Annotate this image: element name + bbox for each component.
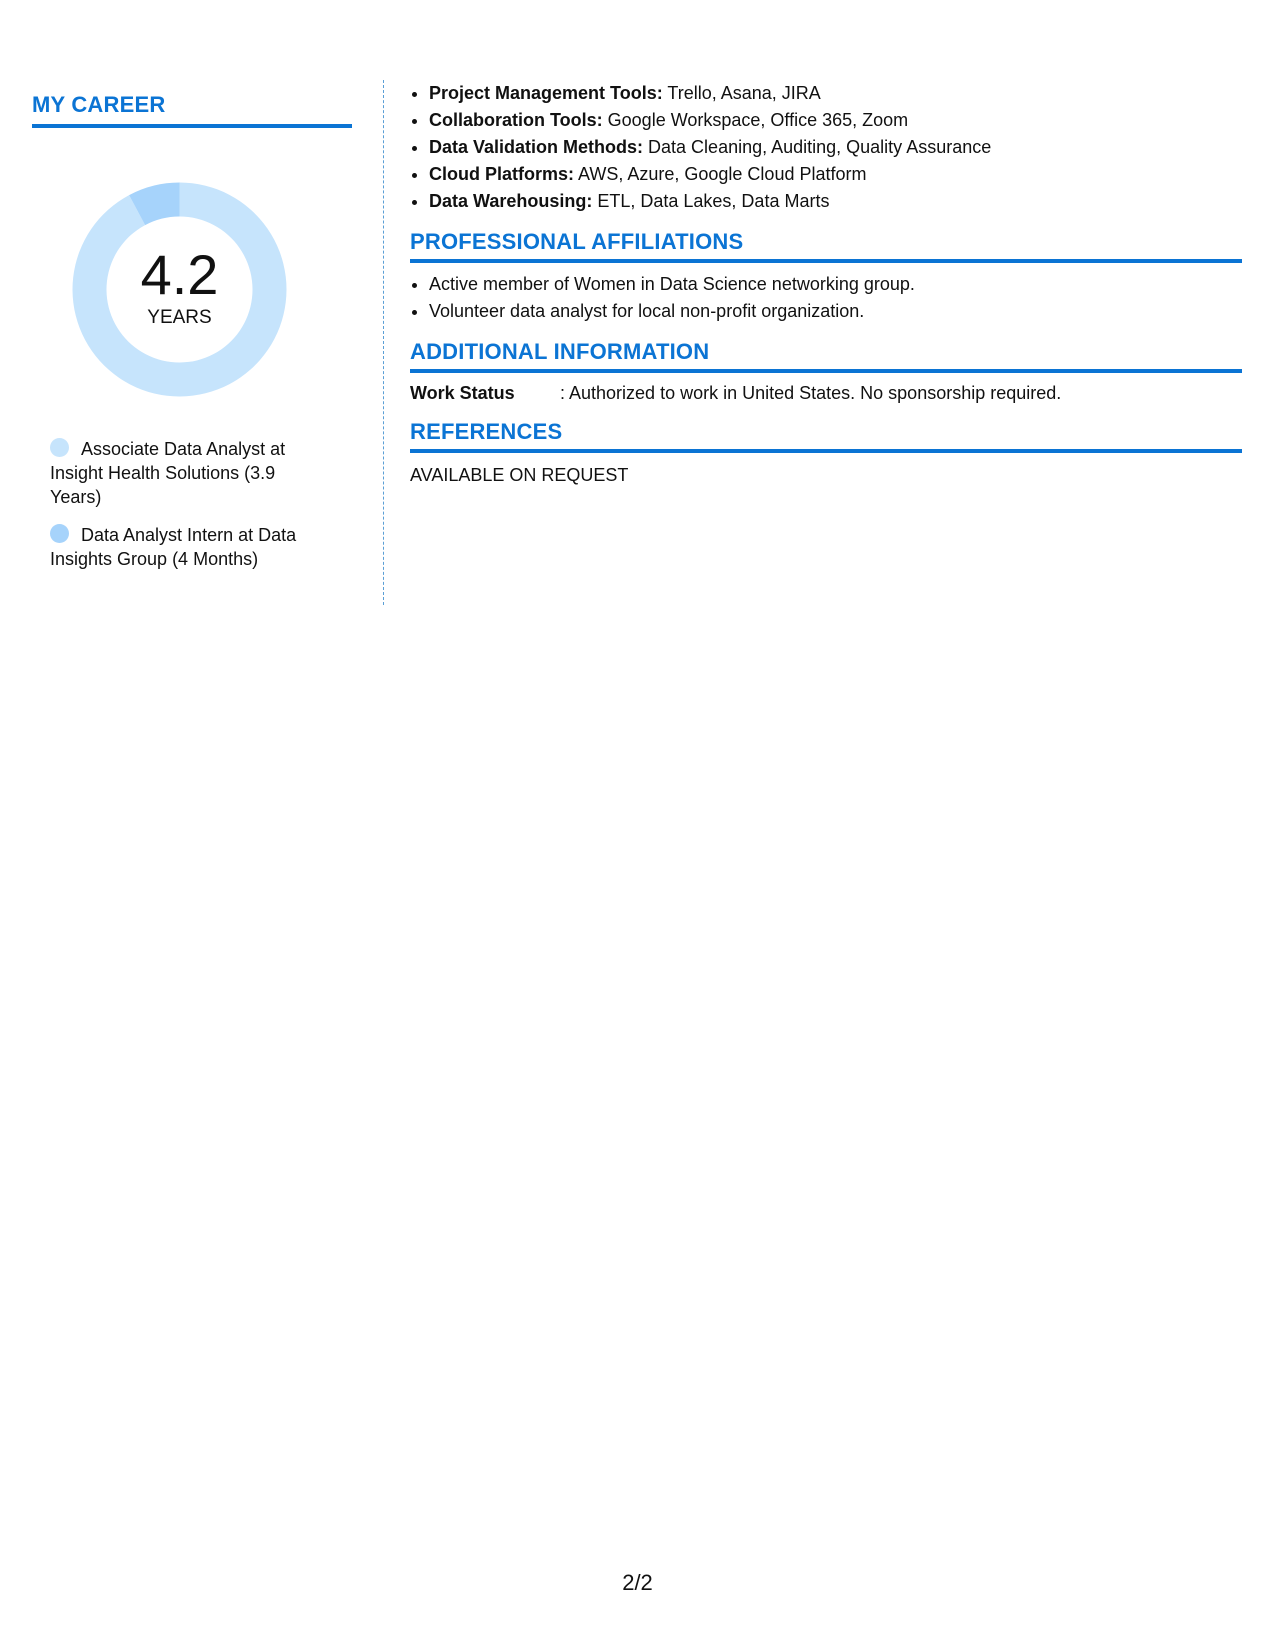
additional-info-title: ADDITIONAL INFORMATION: [410, 339, 1242, 373]
career-legend: [50, 437, 320, 585]
references-title: REFERENCES: [410, 419, 1242, 453]
skill-value: AWS, Azure, Google Cloud Platform: [574, 164, 867, 184]
skill-label: Cloud Platforms:: [429, 164, 575, 184]
career-donut-chart: [67, 177, 292, 402]
work-status-value: : Authorized to work in United States. No sponsorship required.: [560, 383, 1062, 403]
career-title: MY CAREER: [32, 92, 352, 128]
skill-item: [429, 188, 1242, 215]
skill-label: Data Validation Methods:: [429, 137, 644, 157]
affiliation-item: • Active member of Women in Data Science networking group.: [429, 271, 1242, 298]
legend-dot-icon: [50, 438, 69, 457]
affiliations-title: PROFESSIONAL AFFILIATIONS: [410, 229, 1242, 263]
additional-info-section: [410, 339, 1242, 405]
main-column: [410, 80, 1242, 487]
references-text: AVAILABLE ON REQUEST: [410, 465, 629, 485]
skill-label: Project Management Tools:: [429, 83, 663, 103]
skill-item: [429, 107, 1242, 134]
work-status-row: [410, 381, 1242, 405]
career-total-value: 4.2: [140, 243, 219, 306]
legend-label: Data Analyst Intern at Data Insights Group (4 Months): [50, 525, 297, 569]
column-divider: [383, 80, 384, 605]
career-section: [32, 92, 352, 569]
skill-value: Trello, Asana, JIRA: [662, 83, 821, 103]
skills-list: [410, 80, 1242, 215]
legend-item: [50, 523, 320, 571]
skill-item: [429, 134, 1242, 161]
references-section: [410, 419, 1242, 487]
skill-value: Google Workspace, Office 365, Zoom: [602, 110, 909, 130]
skill-label: Collaboration Tools:: [429, 110, 603, 130]
skill-item: [429, 161, 1242, 188]
skill-value: ETL, Data Lakes, Data Marts: [592, 191, 830, 211]
skill-value: Data Cleaning, Auditing, Quality Assurance: [643, 137, 992, 157]
legend-label: Associate Data Analyst at Insight Health Solutions (3.9 Years): [50, 439, 286, 507]
career-total-unit: YEARS: [147, 307, 212, 328]
affiliations-list: [410, 271, 1242, 325]
skill-item: [429, 80, 1242, 107]
skill-label: Data Warehousing:: [429, 191, 593, 211]
legend-item: [50, 437, 320, 509]
affiliations-section: [410, 229, 1242, 325]
page-number: 2/2: [622, 1570, 653, 1595]
legend-dot-icon: [50, 524, 69, 543]
affiliation-item: • Volunteer data analyst for local non-profit organization.: [429, 298, 1242, 325]
work-status-label: Work Status: [410, 383, 515, 403]
